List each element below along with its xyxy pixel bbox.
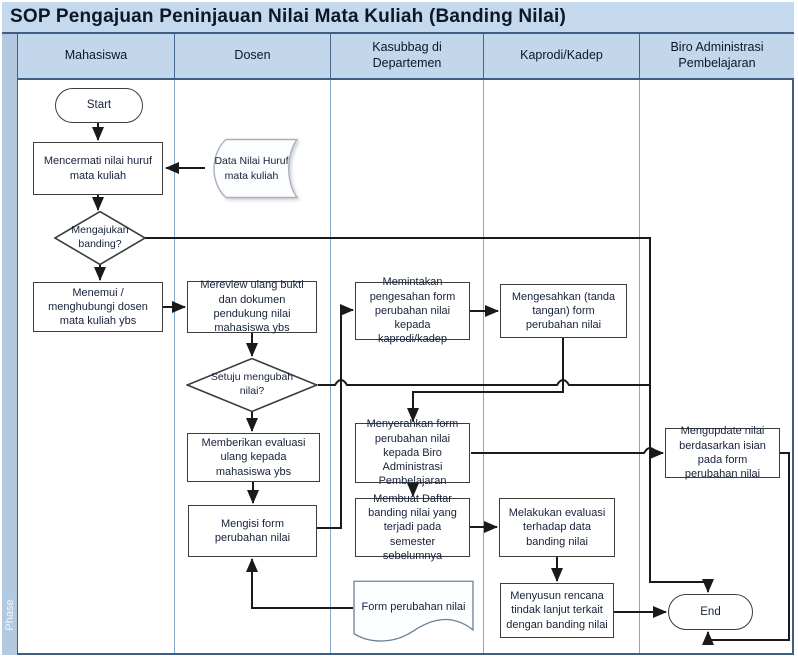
- page-title: SOP Pengajuan Peninjauan Nilai Mata Kuliah (Banding Nilai): [10, 6, 567, 27]
- node-start: Start: [55, 88, 143, 123]
- node-mengisi-form: Mengisi form perubahan nilai: [188, 505, 317, 557]
- lane-kasubbag: [330, 80, 483, 653]
- lane-header-kaprodi: Kaprodi/Kadep: [483, 34, 639, 78]
- lane-biro: [639, 80, 794, 653]
- node-membuat-daftar: Membuat Daftar banding nilai yang terjadi pada semester sebelumnya: [355, 498, 470, 557]
- lane-header-kasubbag: Kasubbag di Departemen: [330, 34, 483, 78]
- node-mengesahkan: Mengesahkan (tanda tangan) form perubahan nilai: [500, 284, 627, 338]
- node-mereview-bukti: Mereview ulang bukti dan dokumen pendukung nilai mahasiswa ybs: [187, 281, 317, 333]
- phase-sidebar: [2, 34, 18, 655]
- node-setuju-mengubah: [186, 358, 318, 412]
- node-form-perubahan-doc: [353, 580, 474, 647]
- node-form-doc-label: Form perubahan nilai: [361, 601, 466, 614]
- node-mencermati-nilai: Mencermati nilai huruf mata kuliah: [33, 142, 163, 195]
- node-data-nilai: [203, 138, 300, 199]
- node-menyusun-rencana: Menyusun rencana tindak lanjut terkait dengan banding nilai: [500, 583, 614, 638]
- node-mengupdate-nilai: Mengupdate nilai berdasarkan isian pada form perubahan nilai: [665, 428, 780, 478]
- node-menemui-dosen: Menemui / menghubungi dosen mata kuliah ybs: [33, 282, 163, 332]
- node-menyerahkan-form: Menyerahkan form perubahan nilai kepada Biro Administrasi Pembelajaran: [355, 423, 470, 483]
- lane-header-row: [18, 34, 794, 80]
- lane-header-mahasiswa: Mahasiswa: [64, 48, 128, 63]
- chart-title-bar: [2, 2, 794, 34]
- node-setuju-label: Setuju mengubah nilai?: [210, 371, 294, 397]
- lane-header-biro: Biro Administrasi Pembelajaran: [639, 34, 794, 78]
- node-end: End: [668, 594, 753, 630]
- node-mengajukan-banding: [54, 211, 146, 265]
- node-data-nilai-label: Data Nilai Huruf mata kuliah: [214, 155, 289, 182]
- node-memberikan-evaluasi: Memberikan evaluasi ulang kepada mahasiswa ybs: [187, 433, 320, 482]
- node-melakukan-evaluasi: Melakukan evaluasi terhadap data banding nilai: [499, 498, 615, 557]
- node-memintakan-pengesahan: Memintakan pengesahan form perubahan nilai kepada kaprodi/kadep: [355, 282, 470, 340]
- lane-header-dosen: Dosen: [174, 34, 330, 78]
- phase-label: Phase: [3, 599, 16, 631]
- node-mengajukan-label: Mengajukan banding?: [71, 224, 129, 250]
- lane-kaprodi: [483, 80, 639, 653]
